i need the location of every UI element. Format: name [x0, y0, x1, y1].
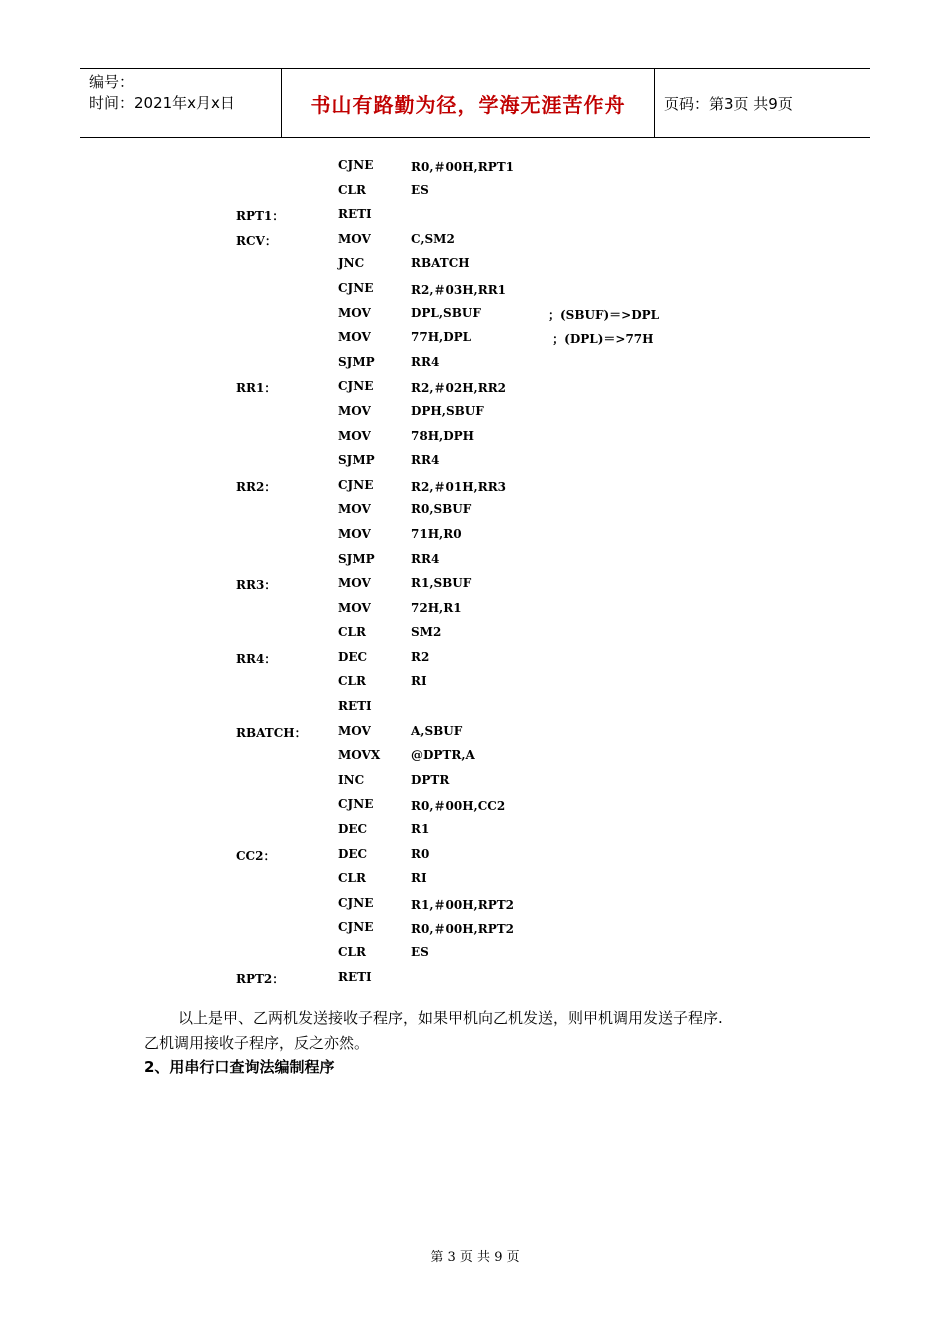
code-operands: R1 — [411, 822, 430, 837]
code-opcode: MOV — [338, 428, 371, 443]
code-opcode: MOV — [338, 576, 371, 591]
code-label: RPT2： — [236, 971, 285, 986]
assembly-code-listing — [0, 155, 950, 991]
header-meta — [80, 69, 281, 137]
page-header — [80, 68, 870, 138]
code-opcode: DEC — [338, 649, 368, 664]
code-label: CC2： — [236, 848, 276, 863]
code-line — [0, 819, 950, 844]
code-opcode: MOV — [338, 231, 371, 246]
code-opcode: RETI — [338, 207, 372, 222]
code-line — [0, 844, 950, 869]
code-line — [0, 401, 950, 426]
code-line — [0, 917, 950, 942]
code-line — [0, 794, 950, 819]
code-operands: DPTR — [411, 772, 450, 787]
code-opcode: MOV — [338, 600, 371, 615]
code-line — [0, 155, 950, 180]
code-operands: DPH,SBUF — [411, 403, 484, 418]
code-opcode: CJNE — [338, 920, 374, 935]
code-opcode: MOV — [338, 502, 371, 517]
code-line — [0, 745, 950, 770]
document-date: 时间：2021年x月x日 — [89, 94, 235, 112]
code-opcode: SJMP — [338, 453, 375, 468]
code-opcode: MOV — [338, 526, 371, 541]
code-line — [0, 376, 950, 401]
code-line — [0, 647, 950, 672]
code-operands: SM2 — [411, 625, 442, 640]
code-opcode: INC — [338, 772, 365, 787]
page-footer: 第 3 页 共 9 页 — [430, 1250, 520, 1265]
explanation-paragraph — [144, 1006, 814, 1056]
code-line — [0, 622, 950, 647]
code-line — [0, 253, 950, 278]
code-opcode: SJMP — [338, 551, 375, 566]
code-operands: ES — [411, 182, 429, 197]
code-comment: ；(DPL)＝>77H — [548, 332, 654, 347]
code-operands: C,SM2 — [411, 231, 455, 246]
code-operands: RR4 — [411, 551, 440, 566]
code-operands: R2,＃01H,RR3 — [411, 479, 507, 494]
code-label: RCV： — [236, 233, 277, 248]
code-opcode: CLR — [338, 945, 366, 959]
code-opcode: CLR — [338, 674, 366, 689]
code-operands: R2 — [411, 649, 430, 664]
document-number-label: 编号： — [89, 73, 135, 91]
code-line — [0, 352, 950, 377]
paragraph-line: 乙机调用接收子程序，反之亦然。 — [144, 1034, 370, 1052]
code-operands: R0,＃00H,CC2 — [411, 799, 506, 814]
code-operands: R0,＃00H,RPT1 — [411, 160, 514, 174]
code-operands: R2,＃03H,RR1 — [411, 282, 507, 297]
code-operands: A,SBUF — [411, 723, 463, 738]
code-operands: R2,＃02H,RR2 — [411, 381, 507, 396]
code-line — [0, 303, 950, 328]
code-operands: RR4 — [411, 354, 440, 369]
code-opcode: CJNE — [338, 895, 374, 910]
code-line — [0, 204, 950, 229]
code-operands: R1,＃00H,RPT2 — [411, 897, 514, 912]
code-opcode: DEC — [338, 822, 368, 837]
code-opcode: RETI — [338, 969, 372, 984]
code-line — [0, 475, 950, 500]
code-operands: 71H,R0 — [411, 526, 462, 541]
code-label: RR1： — [236, 381, 277, 396]
code-opcode: CLR — [338, 871, 366, 886]
code-operands: ES — [411, 945, 429, 959]
code-comment: ；(SBUF)＝>DPL — [548, 307, 660, 322]
code-operands: 77H,DPL — [411, 330, 472, 345]
code-opcode: CJNE — [338, 158, 374, 172]
code-operands: RI — [411, 871, 427, 886]
code-opcode: MOVX — [338, 748, 381, 763]
code-opcode: MOV — [338, 403, 371, 418]
code-line — [0, 524, 950, 549]
code-label: RBATCH： — [236, 725, 307, 740]
section-heading: 2、用串行口查询法编制程序 — [144, 1058, 335, 1076]
code-line — [0, 696, 950, 721]
code-line — [0, 893, 950, 918]
header-page-info: 页码：第3页 共9页 — [664, 94, 793, 113]
code-line — [0, 180, 950, 205]
code-line — [0, 598, 950, 623]
code-line — [0, 549, 950, 574]
code-operands: RBATCH — [411, 256, 470, 271]
code-opcode: CJNE — [338, 379, 374, 394]
code-label: RR2： — [236, 479, 277, 494]
code-line — [0, 868, 950, 893]
code-label: RPT1： — [236, 209, 285, 224]
code-line — [0, 942, 950, 967]
code-line — [0, 573, 950, 598]
header-motto: 书山有路勤为径，学海无涯苦作舟 — [281, 69, 655, 137]
code-operands: @DPTR,A — [411, 748, 475, 763]
code-line — [0, 450, 950, 475]
code-operands: DPL,SBUF — [411, 305, 481, 320]
code-opcode: MOV — [338, 305, 371, 320]
code-line — [0, 770, 950, 795]
code-operands: RR4 — [411, 453, 440, 468]
code-opcode: MOV — [338, 723, 371, 738]
code-line — [0, 671, 950, 696]
code-line — [0, 721, 950, 746]
paragraph-line: 以上是甲、乙两机发送接收子程序，如果甲机向乙机发送，则甲机调用发送子程序. — [178, 1009, 723, 1027]
code-operands: R0 — [411, 846, 430, 861]
code-opcode: DEC — [338, 846, 368, 861]
code-opcode: CJNE — [338, 477, 374, 492]
code-opcode: MOV — [338, 330, 371, 345]
code-operands: R1,SBUF — [411, 576, 472, 591]
code-opcode: CLR — [338, 182, 366, 197]
code-line — [0, 426, 950, 451]
code-opcode: CJNE — [338, 797, 374, 812]
code-line — [0, 967, 950, 992]
code-operands: RI — [411, 674, 427, 689]
code-operands: 78H,DPH — [411, 428, 474, 443]
code-opcode: RETI — [338, 699, 372, 714]
code-operands: R0,SBUF — [411, 502, 472, 517]
code-opcode: CJNE — [338, 280, 374, 295]
code-opcode: CLR — [338, 625, 366, 640]
code-line — [0, 327, 950, 352]
code-line — [0, 499, 950, 524]
code-label: RR4： — [236, 651, 277, 666]
code-line — [0, 278, 950, 303]
code-label: RR3： — [236, 578, 277, 593]
code-operands: 72H,R1 — [411, 600, 462, 615]
code-opcode: SJMP — [338, 354, 375, 369]
code-operands: R0,＃00H,RPT2 — [411, 922, 514, 937]
code-opcode: JNC — [338, 256, 365, 271]
code-line — [0, 229, 950, 254]
